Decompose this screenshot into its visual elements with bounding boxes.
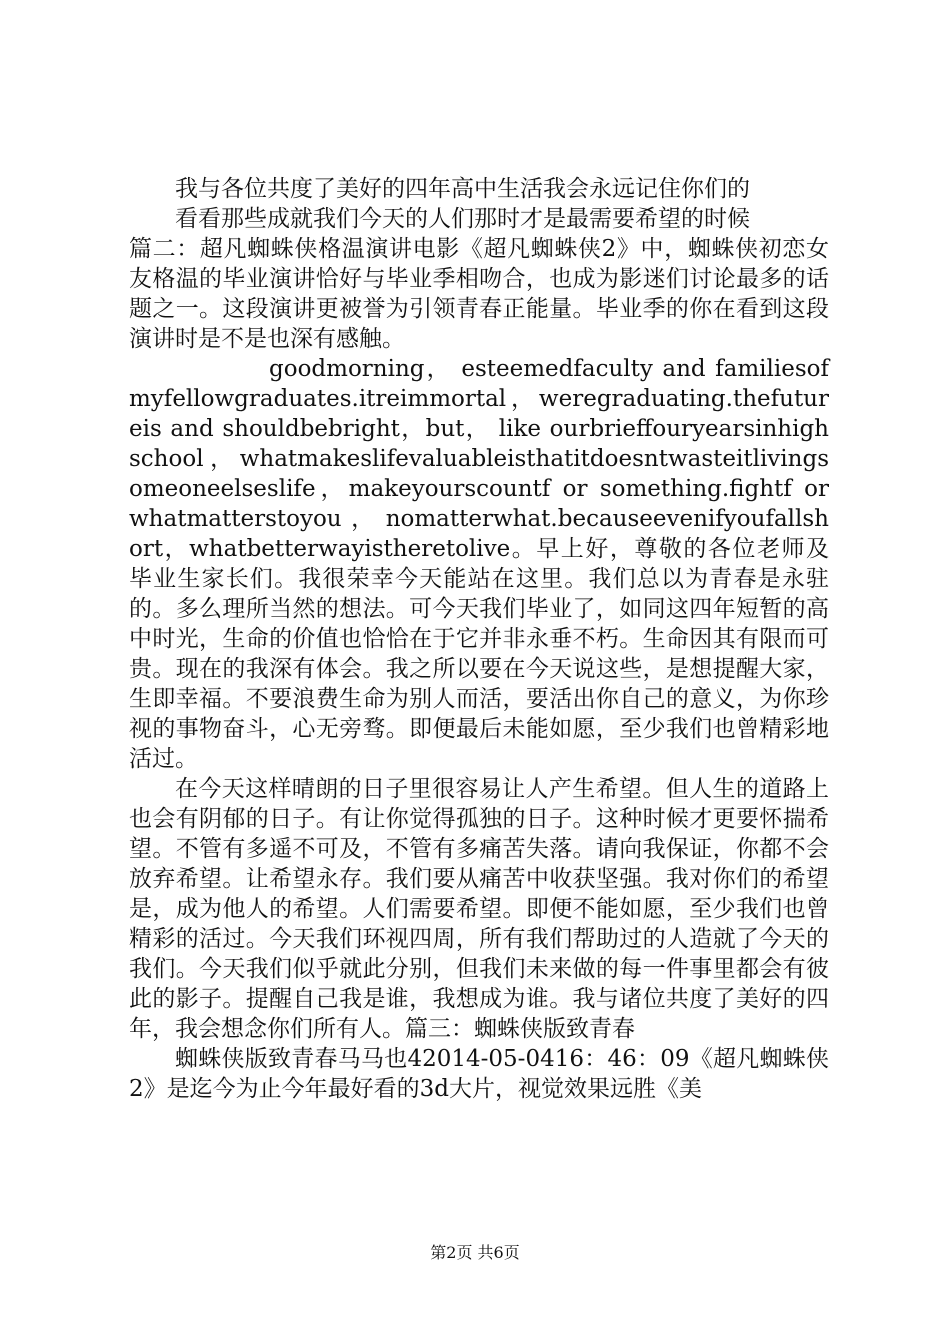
paragraph-section-two-intro: 篇二：超凡蜘蛛侠格温演讲电影《超凡蜘蛛侠2》中，蜘蛛侠初恋女友格温的毕业演讲恰好与毕业季相吻合，也成为影迷们讨论最多的话题之一。这段演讲更被誉为引领青春正能量。毕业季的你在看到这段演讲时是不是也深有感触。 (129, 236, 829, 352)
paragraph-hope-line: 看看那些成就我们今天的人们那时才是最需要希望的时候 (175, 206, 750, 232)
paragraph-speech-hope: 在今天这样晴朗的日子里很容易让人产生希望。但人生的道路上也会有阴郁的日子。有让你觉得孤独的日子。这种时候才更要怀揣希望。不管有多遥不可及，不管有多痛苦失落。请向我保证，你都不会放弃希望。让希望永存。我们要从痛苦中收获坚强。我对你们的希望是，成为他人的希望。人们需要希望。即便不能如愿，至少我们也曾精彩的活过。今天我们环视四周，所有我们帮助过的人造就了今天的我们。今天我们似乎就此分别，但我们未来做的每一件事里都会有彼此的影子。提醒自己我是谁，我想成为谁。我与诸位共度了美好的四年，我会想念你们所有人。篇三：蜘蛛侠版致青春 (129, 776, 829, 1042)
page-number-footer: 第2页 共6页 (430, 1243, 520, 1262)
paragraph-speech-english-chinese: goodmorning， esteemedfaculty and familiesofmyfellowgraduates.itreimmortal，weregraduating.thefutureis and shouldbebright，but， like ourbrieffouryearsinhighschool，whatmakeslifevaluableisthatitdoesntwasteitlivingsomeoneelseslife，makeyourscountf or something.fightf or whatmatterstoyou ， nomatterwhat.becauseevenifyoufallshort，whatbetterwayistheretolive。早上好，尊敬的各位老师及毕业生家长们。我很荣幸今天能站在这里。我们总以为青春是永驻的。多么理所当然的想法。可今天我们毕业了，如同这四年短暂的高中时光，生命的价值也恰恰在于它并非永垂不朽。生命因其有限而可贵。现在的我深有体会。我之所以要在今天说这些，是想提醒大家，生即幸福。不要浪费生命为别人而活，要活出你自己的意义，为你珍视的事物奋斗，心无旁骛。即便最后未能如愿，至少我们也曾精彩地活过。 (129, 356, 829, 772)
paragraph-section-three: 蜘蛛侠版致青春马马也42014-05-0416：46：09《超凡蜘蛛侠2》是迄今为止今年最好看的3d大片，视觉效果远胜《美 (129, 1046, 829, 1102)
paragraph-closing-line: 我与各位共度了美好的四年高中生活我会永远记住你们的 (175, 176, 750, 202)
body-text (129, 174, 829, 1104)
